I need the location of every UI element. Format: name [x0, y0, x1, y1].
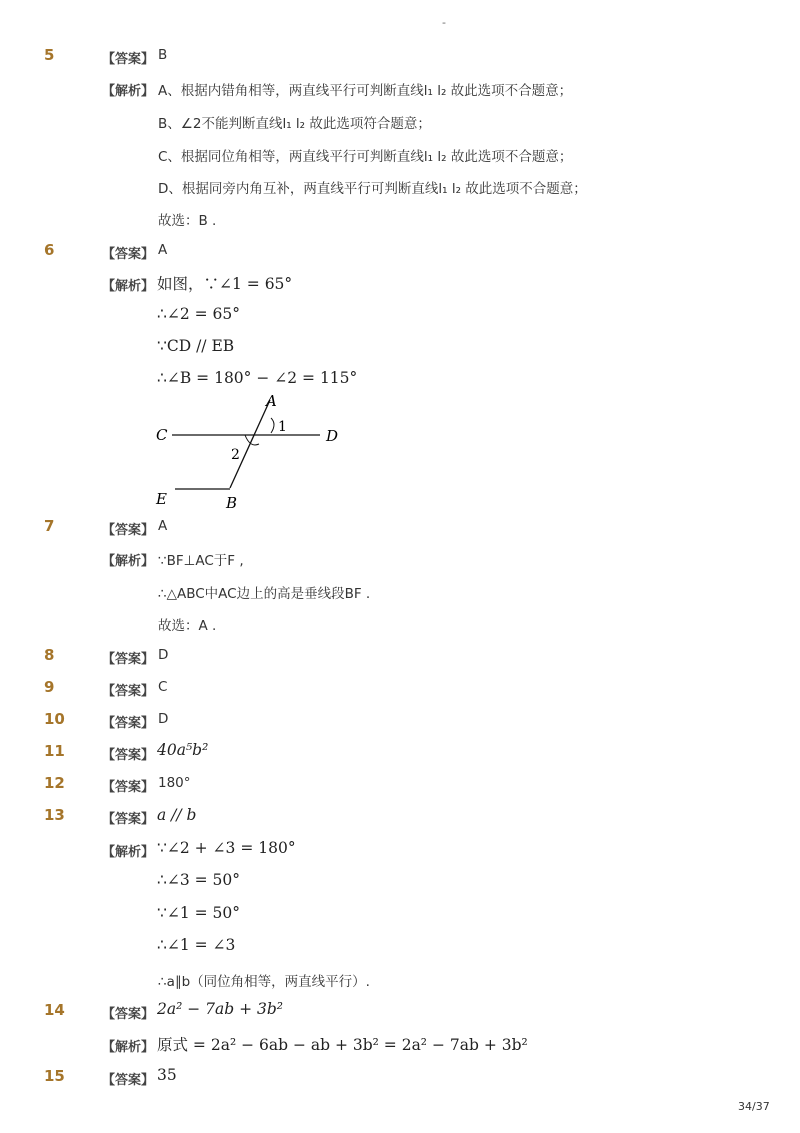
point-a-label: A: [266, 392, 277, 410]
option-c-analysis: C、根据同位角相等，两直线平行可判断直线l₁ l₂ 故此选项不合题意；: [158, 149, 573, 165]
point-c-label: C: [156, 426, 168, 444]
analysis-line: ∴a∥b（同位角相等，两直线平行）.: [158, 974, 370, 990]
answer-label: 【答案】: [102, 247, 155, 262]
analysis-line: ∵CD // EB: [157, 337, 235, 355]
question-number: 11: [44, 742, 65, 760]
answer-value: D: [158, 711, 169, 727]
answer-value: C: [158, 679, 168, 695]
point-d-label: D: [326, 427, 339, 445]
analysis-line: ∴△ABC中AC边上的高是垂线段BF .: [158, 586, 371, 602]
option-a-analysis: A、根据内错角相等，两直线平行可判断直线l₁ l₂ 故此选项不合题意；: [158, 83, 573, 99]
analysis-line: ∵∠2 + ∠3 = 180°: [157, 839, 296, 857]
answer-label: 【答案】: [102, 748, 155, 763]
analysis-label: 【解析】: [102, 84, 155, 99]
analysis-line: ∵∠1 = 50°: [157, 904, 241, 922]
option-d-analysis: D、根据同旁内角互补，两直线平行可判断直线l₁ l₂ 故此选项不合题意；: [158, 181, 587, 197]
geometry-figure: [150, 390, 360, 515]
answer-label: 【答案】: [102, 684, 155, 699]
answer-value: B: [158, 47, 168, 63]
question-number: 7: [44, 517, 55, 535]
page-number: 34/37: [738, 1100, 770, 1113]
analysis-label: 【解析】: [102, 554, 155, 569]
answer-value: 180°: [158, 775, 191, 791]
answer-label: 【答案】: [102, 1073, 155, 1088]
conclusion: 故选：A .: [158, 618, 217, 634]
answer-value: 40a⁵b²: [157, 741, 209, 759]
question-number: 6: [44, 241, 55, 259]
analysis-line: ∴∠2 = 65°: [157, 305, 241, 323]
analysis-line: 原式 = 2a² − 6ab − ab + 3b² = 2a² − 7ab + 3b²: [157, 1036, 528, 1054]
answer-value: a // b: [157, 806, 197, 824]
point-b-label: B: [226, 494, 238, 512]
analysis-line: ∴∠B = 180° − ∠2 = 115°: [157, 369, 358, 387]
option-b-analysis: B、∠2不能判断直线l₁ l₂ 故此选项符合题意；: [158, 116, 431, 132]
analysis-label: 【解析】: [102, 1040, 155, 1055]
answer-label: 【答案】: [102, 652, 155, 667]
answer-value: D: [158, 647, 169, 663]
question-number: 9: [44, 678, 55, 696]
analysis-line: 如图，∵∠1 = 65°: [157, 275, 293, 293]
answer-value: 2a² − 7ab + 3b²: [157, 1000, 284, 1018]
analysis-label: 【解析】: [102, 279, 155, 294]
angle-2-label: 2: [231, 447, 240, 463]
point-e-label: E: [156, 490, 167, 508]
answer-label: 【答案】: [102, 1007, 155, 1022]
question-number: 8: [44, 646, 55, 664]
question-number: 13: [44, 806, 65, 824]
question-number: 10: [44, 710, 65, 728]
transversal-ab: [230, 400, 270, 488]
analysis-line: ∴∠3 = 50°: [157, 871, 241, 889]
answer-label: 【答案】: [102, 812, 155, 827]
answer-value: 35: [157, 1066, 177, 1084]
angle-1-arc: [271, 418, 274, 433]
answer-label: 【答案】: [102, 523, 155, 538]
question-number: 12: [44, 774, 65, 792]
answer-label: 【答案】: [102, 780, 155, 795]
answer-label: 【答案】: [102, 716, 155, 731]
answer-value: A: [158, 518, 168, 534]
page-top-mark: -: [442, 16, 446, 29]
question-number: 15: [44, 1067, 65, 1085]
question-number: 5: [44, 46, 55, 64]
analysis-line: ∴∠1 = ∠3: [157, 936, 236, 954]
answer-value: A: [158, 242, 168, 258]
conclusion: 故选：B .: [158, 213, 217, 229]
analysis-label: 【解析】: [102, 845, 155, 860]
question-number: 14: [44, 1001, 65, 1019]
answer-label: 【答案】: [102, 52, 155, 67]
analysis-line: ∵BF⊥AC于F ,: [158, 553, 244, 569]
angle-1-label: 1: [278, 419, 287, 435]
